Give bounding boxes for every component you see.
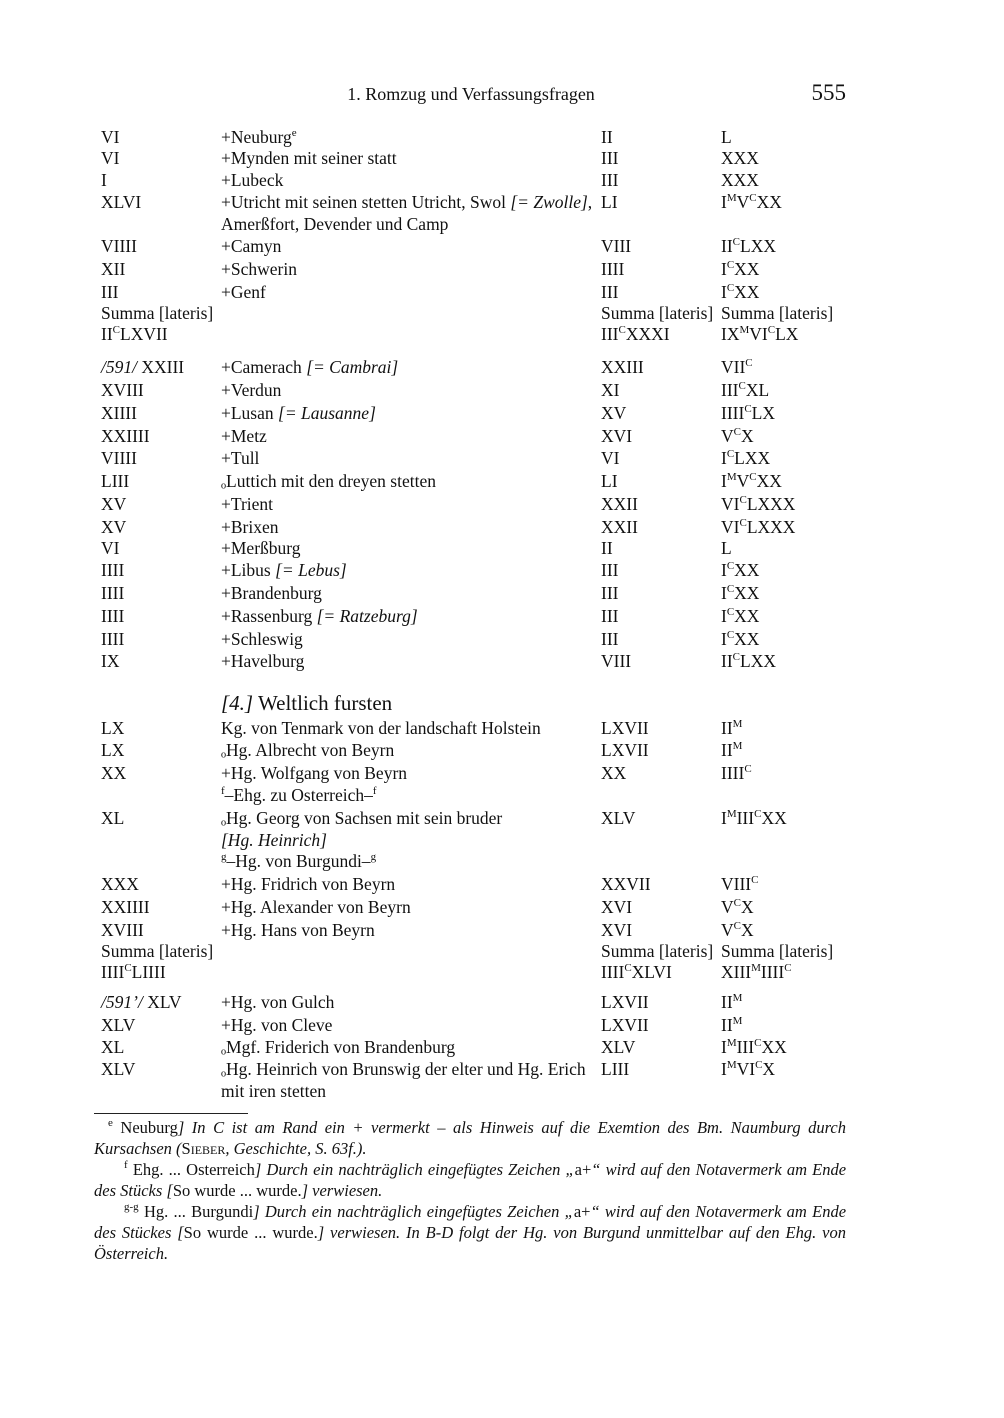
col-4: $I^CXX$ (721, 282, 760, 302)
col-3: VI (601, 448, 620, 468)
col-2: +Schwerin (221, 259, 297, 279)
col-2: +Genf (221, 282, 266, 302)
table-row (101, 762, 851, 784)
col-3: LXVII (601, 718, 649, 738)
table-row (101, 126, 851, 148)
col-4: $V^CX$ (721, 920, 754, 940)
table-row (101, 235, 851, 257)
col-4: $VI^CLXXX$ (721, 517, 796, 537)
col-4: $II^M$ (721, 740, 743, 760)
table-row (101, 807, 851, 829)
col-2: ₒHg. Albrecht von Beyrn (221, 740, 395, 760)
summa-row (101, 961, 851, 983)
col-1: VIIII (101, 236, 137, 256)
col-1: XXIIII (101, 897, 150, 917)
col-4: $I^CXX$ (721, 583, 760, 603)
col-2: +Hg. Fridrich von Beyrn (221, 874, 396, 894)
col-4: $III^CXL$ (721, 380, 770, 400)
footnote-g: $^{g-g}$ Hg. ... Burgundi] Durch ein nachträglich eingefügtes Zeichen „a+“ wird auf den Notavermerk am Ende des Stückes [So wurde ... wurde.] verwiesen. In B-D folgt der Hg. von Burgund unmittelbar auf den Ehg. von Österreich. (94, 1201, 847, 1263)
col-3: III (601, 148, 619, 168)
col-3: XVI (601, 426, 633, 446)
col-2: ₒHg. Georg von Sachsen mit sein bruder (221, 808, 503, 828)
table-row (101, 356, 851, 378)
table-row (101, 425, 851, 447)
table-row (101, 213, 851, 235)
table-row (101, 628, 851, 650)
col-3: XI (601, 380, 620, 400)
col-2: ₒMgf. Friderich von Brandenburg (221, 1037, 456, 1057)
col-3: LXVII (601, 740, 649, 760)
col-1: XVIII (101, 920, 144, 940)
col-4: $VI^CLXXX$ (721, 494, 796, 514)
col-2: +Trient (221, 494, 274, 514)
col-2: +Hg. von Gulch (221, 992, 335, 1012)
col-3: II (601, 538, 613, 558)
col-2: +Merßburg (221, 538, 301, 558)
table-row (101, 717, 851, 739)
table-row (101, 739, 851, 761)
col-3: LI (601, 471, 618, 491)
summa-label: Summa [lateris] (601, 303, 714, 323)
col-3: VIII (601, 236, 632, 256)
col-2: +Utricht mit seinen stetten Utricht, Swol [= Zwolle], (221, 192, 593, 212)
col-4: $I^MVI^CX$ (721, 1059, 776, 1079)
table-row (101, 447, 851, 469)
table-row (101, 1080, 851, 1102)
col-3: III (601, 282, 619, 302)
summa-value: $IIII^CXLVI$ (601, 962, 672, 982)
col-4: $I^CXX$ (721, 259, 760, 279)
col-2: +Libus [= Lebus] (221, 560, 347, 580)
col-2-continued: Amerßfort, Devender und Camp (221, 214, 449, 234)
col-4: $I^CLXX$ (721, 448, 771, 468)
col-1: IIII (101, 583, 125, 603)
col-2: +Havelburg (221, 651, 305, 671)
col-3: XX (601, 763, 627, 783)
table-row (101, 258, 851, 280)
table-row (101, 470, 851, 492)
table-row (101, 650, 851, 672)
col-1: XIIII (101, 403, 137, 423)
running-title: 1. Romzug und Verfassungsfragen (347, 84, 595, 104)
col-3: XV (601, 403, 627, 423)
table-row (101, 302, 851, 324)
summa-label: Summa [lateris] (101, 303, 214, 323)
col-1: VI (101, 538, 120, 558)
col-3: XXII (601, 517, 638, 537)
col-1: VI (101, 148, 120, 168)
table-row (101, 516, 851, 538)
table-row (101, 537, 851, 559)
col-2-continued: [Hg. Heinrich] (221, 830, 327, 850)
running-header (96, 80, 846, 110)
col-4: $I^MV^CXX$ (721, 192, 782, 212)
col-1: XLVI (101, 192, 142, 212)
table-row (101, 281, 851, 303)
col-3: III (601, 606, 619, 626)
col-4: L (721, 127, 732, 147)
footnote-divider (94, 1113, 248, 1114)
col-2: +Metz (221, 426, 267, 446)
table-row (101, 559, 851, 581)
col-1: XLV (101, 1059, 136, 1079)
col-4: $II^M$ (721, 992, 743, 1012)
table-row (101, 896, 851, 918)
section-heading: [4.] Weltlich fursten (221, 691, 393, 715)
col-3: LXVII (601, 992, 649, 1012)
col-3: LXVII (601, 1015, 649, 1035)
table-row (101, 1014, 851, 1036)
col-3: XXII (601, 494, 638, 514)
col-1: XL (101, 1037, 125, 1057)
table-row (101, 991, 851, 1013)
col-4: $VIII^C$ (721, 874, 759, 894)
col-2: +Lusan [= Lausanne] (221, 403, 376, 423)
summa-row (101, 323, 851, 345)
summa-value: $IIII^CLIIII$ (101, 962, 166, 982)
col-2: +Rassenburg [= Ratzeburg] (221, 606, 418, 626)
col-2: Kg. von Tenmark von der landschaft Holstein (221, 718, 541, 738)
col-4: $V^CX$ (721, 897, 754, 917)
col-4: $II^CLXX$ (721, 236, 776, 256)
col-2: +Schleswig (221, 629, 303, 649)
table-row (101, 1058, 851, 1080)
col-3: XXIII (601, 357, 644, 377)
col-2: +Camerach [= Cambrai] (221, 357, 399, 377)
col-4: $I^MV^CXX$ (721, 471, 782, 491)
table-row (101, 829, 851, 851)
col-3: XLV (601, 808, 636, 828)
summa-value: $II^CLXVII$ (101, 324, 168, 344)
col-3: LI (601, 192, 618, 212)
table-row (101, 147, 851, 169)
table-row (101, 850, 851, 872)
col-1: /591/ XXIII (101, 357, 185, 377)
col-3: III (601, 170, 619, 190)
col-3: III (601, 560, 619, 580)
col-3: XXVII (601, 874, 651, 894)
col-1: IIII (101, 606, 125, 626)
col-4: $I^MIII^CXX$ (721, 1037, 787, 1057)
col-1: /591’/ XLV (101, 992, 182, 1012)
table-row (101, 169, 851, 191)
col-1: XX (101, 763, 127, 783)
col-1: XII (101, 259, 126, 279)
col-1: XL (101, 808, 125, 828)
summa-label: Summa [lateris] (601, 941, 714, 961)
col-4: $VII^C$ (721, 357, 753, 377)
col-2-continued: $^g$–Hg. von Burgundi–$^g$ (221, 851, 377, 871)
col-2: +Hg. Hans von Beyrn (221, 920, 375, 940)
col-3: III (601, 629, 619, 649)
summa-label: Summa [lateris] (101, 941, 214, 961)
col-2: +Hg. Alexander von Beyrn (221, 897, 411, 917)
table-row (101, 379, 851, 401)
col-4: $I^CXX$ (721, 606, 760, 626)
col-1: IIII (101, 560, 125, 580)
col-4: $I^MIII^CXX$ (721, 808, 787, 828)
col-3: III (601, 583, 619, 603)
col-2-continued: mit iren stetten (221, 1081, 326, 1101)
col-1: XV (101, 517, 127, 537)
table-row (101, 784, 851, 806)
col-2: +Camyn (221, 236, 282, 256)
col-4: $II^M$ (721, 718, 743, 738)
table-row (101, 582, 851, 604)
col-1: I (101, 170, 107, 190)
col-2: +Neuburg$^e$ (221, 127, 297, 147)
table-row (101, 873, 851, 895)
col-1: IX (101, 651, 120, 671)
page-number: 555 (811, 80, 846, 105)
col-1: LX (101, 718, 125, 738)
col-1: XVIII (101, 380, 144, 400)
col-3: LIII (601, 1059, 630, 1079)
col-4: $I^CXX$ (721, 629, 760, 649)
col-4: $V^CX$ (721, 426, 754, 446)
summa-label: Summa [lateris] (721, 941, 834, 961)
col-2: +Brixen (221, 517, 279, 537)
footnote-f: $^f$ Ehg. ... Osterreich] Durch ein nachträglich eingefügtes Zeichen „a+“ wird auf den Notavermerk am Ende des Stücks [So wurde ... wurde.] verwiesen. (94, 1159, 847, 1200)
col-1: XXX (101, 874, 139, 894)
col-3: VIII (601, 651, 632, 671)
table-row (101, 919, 851, 941)
col-1: XXIIII (101, 426, 150, 446)
col-4: $IIII^C$ (721, 763, 752, 783)
col-1: LX (101, 740, 125, 760)
col-1: IIII (101, 629, 125, 649)
col-4: $IIII^CLX$ (721, 403, 775, 423)
table-row (101, 191, 851, 213)
col-2: +Verdun (221, 380, 282, 400)
col-4: XXX (721, 148, 759, 168)
col-4: XXX (721, 170, 759, 190)
col-3: XVI (601, 920, 633, 940)
col-1: VIIII (101, 448, 137, 468)
col-4: $II^M$ (721, 1015, 743, 1035)
footnote-e: $^e$ Neuburg] In C ist am Rand ein + vermerkt – als Hinweis auf die Exemtion des Bm. Naumburg durch Kursachsen (Sieber, Geschichte, S. 63f.). (94, 1117, 847, 1158)
col-2: ₒLuttich mit den dreyen stetten (221, 471, 436, 491)
col-4: $I^CXX$ (721, 560, 760, 580)
col-1: VI (101, 127, 120, 147)
table-row (101, 402, 851, 424)
col-3: XVI (601, 897, 633, 917)
summa-value: $III^CXXXI$ (601, 324, 670, 344)
col-2: +Mynden mit seiner statt (221, 148, 397, 168)
col-2: +Tull (221, 448, 260, 468)
col-1: III (101, 282, 119, 302)
col-1: XLV (101, 1015, 136, 1035)
col-3: II (601, 127, 613, 147)
col-2: +Hg. Wolfgang von Beyrn (221, 763, 408, 783)
table-row (101, 493, 851, 515)
col-2-continued: $^f$–Ehg. zu Osterreich–$^f$ (221, 785, 377, 805)
summa-label: Summa [lateris] (721, 303, 834, 323)
table-row (101, 1036, 851, 1058)
col-2: +Lubeck (221, 170, 284, 190)
table-row (101, 605, 851, 627)
col-1: LIII (101, 471, 130, 491)
col-2: +Brandenburg (221, 583, 322, 603)
col-2: +Hg. von Cleve (221, 1015, 333, 1035)
summa-value: $XIII^MIIII^C$ (721, 962, 792, 982)
col-4: L (721, 538, 732, 558)
col-2: ₒHg. Heinrich von Brunswig der elter und Hg. Erich (221, 1059, 586, 1079)
col-3: IIII (601, 259, 625, 279)
table-row (101, 940, 851, 962)
col-4: $II^CLXX$ (721, 651, 776, 671)
summa-value: $IX^MVI^CLX$ (721, 324, 799, 344)
col-1: XV (101, 494, 127, 514)
col-3: XLV (601, 1037, 636, 1057)
